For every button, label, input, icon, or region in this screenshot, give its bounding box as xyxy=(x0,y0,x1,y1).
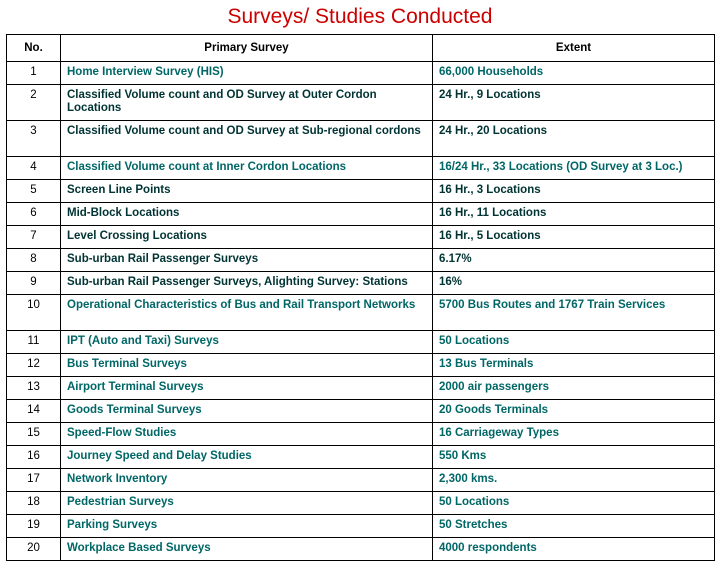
survey-name: Classified Volume count and OD Survey at Outer Cordon Locations xyxy=(61,85,433,121)
survey-extent: 24 Hr., 20 Locations xyxy=(433,121,715,157)
survey-name: Workplace Based Surveys xyxy=(61,538,433,561)
row-number: 17 xyxy=(7,469,61,492)
survey-extent: 16/24 Hr., 33 Locations (OD Survey at 3 Loc.) xyxy=(433,157,715,180)
survey-name: Bus Terminal Surveys xyxy=(61,354,433,377)
survey-name: Network Inventory xyxy=(61,469,433,492)
row-number: 11 xyxy=(7,331,61,354)
table-row xyxy=(7,226,715,249)
survey-extent: 5700 Bus Routes and 1767 Train Services xyxy=(433,295,715,331)
row-number: 12 xyxy=(7,354,61,377)
survey-name: IPT (Auto and Taxi) Surveys xyxy=(61,331,433,354)
header-no: No. xyxy=(7,35,61,62)
table-row xyxy=(7,377,715,400)
table-row xyxy=(7,492,715,515)
survey-name: Sub-urban Rail Passenger Surveys, Alighting Survey: Stations xyxy=(61,272,433,295)
table-row xyxy=(7,331,715,354)
survey-extent: 50 Stretches xyxy=(433,515,715,538)
table-row xyxy=(7,469,715,492)
table-row xyxy=(7,203,715,226)
row-number: 6 xyxy=(7,203,61,226)
survey-extent: 4000 respondents xyxy=(433,538,715,561)
survey-extent: 2000 air passengers xyxy=(433,377,715,400)
table-row xyxy=(7,157,715,180)
table-row xyxy=(7,423,715,446)
survey-extent: 16 Hr., 11 Locations xyxy=(433,203,715,226)
row-number: 10 xyxy=(7,295,61,331)
row-number: 7 xyxy=(7,226,61,249)
survey-name: Parking Surveys xyxy=(61,515,433,538)
table-row xyxy=(7,249,715,272)
survey-extent: 24 Hr., 9 Locations xyxy=(433,85,715,121)
table-row xyxy=(7,538,715,561)
survey-extent: 16% xyxy=(433,272,715,295)
surveys-table xyxy=(6,34,715,561)
row-number: 15 xyxy=(7,423,61,446)
row-number: 20 xyxy=(7,538,61,561)
survey-extent: 16 Hr., 3 Locations xyxy=(433,180,715,203)
row-number: 2 xyxy=(7,85,61,121)
survey-extent: 20 Goods Terminals xyxy=(433,400,715,423)
survey-extent: 6.17% xyxy=(433,249,715,272)
survey-name: Home Interview Survey (HIS) xyxy=(61,62,433,85)
row-number: 4 xyxy=(7,157,61,180)
survey-name: Journey Speed and Delay Studies xyxy=(61,446,433,469)
header-extent: Extent xyxy=(433,35,715,62)
survey-extent: 2,300 kms. xyxy=(433,469,715,492)
survey-name: Operational Characteristics of Bus and Rail Transport Networks xyxy=(61,295,433,331)
survey-extent: 66,000 Households xyxy=(433,62,715,85)
table-row xyxy=(7,85,715,121)
table-row xyxy=(7,446,715,469)
survey-name: Pedestrian Surveys xyxy=(61,492,433,515)
header-primary-survey: Primary Survey xyxy=(61,35,433,62)
table-row xyxy=(7,62,715,85)
survey-name: Airport Terminal Surveys xyxy=(61,377,433,400)
row-number: 19 xyxy=(7,515,61,538)
table-row xyxy=(7,354,715,377)
row-number: 13 xyxy=(7,377,61,400)
table-row xyxy=(7,515,715,538)
survey-extent: 50 Locations xyxy=(433,331,715,354)
survey-name: Level Crossing Locations xyxy=(61,226,433,249)
row-number: 18 xyxy=(7,492,61,515)
table-row xyxy=(7,121,715,157)
row-number: 16 xyxy=(7,446,61,469)
table-body xyxy=(7,62,715,561)
table-header-row xyxy=(7,35,715,62)
row-number: 14 xyxy=(7,400,61,423)
survey-extent: 550 Kms xyxy=(433,446,715,469)
row-number: 1 xyxy=(7,62,61,85)
table-row xyxy=(7,272,715,295)
survey-name: Classified Volume count and OD Survey at Sub-regional cordons xyxy=(61,121,433,157)
survey-extent: 16 Carriageway Types xyxy=(433,423,715,446)
table-row xyxy=(7,180,715,203)
row-number: 3 xyxy=(7,121,61,157)
survey-extent: 50 Locations xyxy=(433,492,715,515)
table-row xyxy=(7,400,715,423)
survey-extent: 16 Hr., 5 Locations xyxy=(433,226,715,249)
survey-name: Goods Terminal Surveys xyxy=(61,400,433,423)
row-number: 5 xyxy=(7,180,61,203)
survey-name: Classified Volume count at Inner Cordon Locations xyxy=(61,157,433,180)
survey-extent: 13 Bus Terminals xyxy=(433,354,715,377)
survey-name: Mid-Block Locations xyxy=(61,203,433,226)
page-title: Surveys/ Studies Conducted xyxy=(227,5,493,28)
table-row xyxy=(7,295,715,331)
survey-name: Screen Line Points xyxy=(61,180,433,203)
row-number: 8 xyxy=(7,249,61,272)
survey-name: Sub-urban Rail Passenger Surveys xyxy=(61,249,433,272)
survey-name: Speed-Flow Studies xyxy=(61,423,433,446)
row-number: 9 xyxy=(7,272,61,295)
